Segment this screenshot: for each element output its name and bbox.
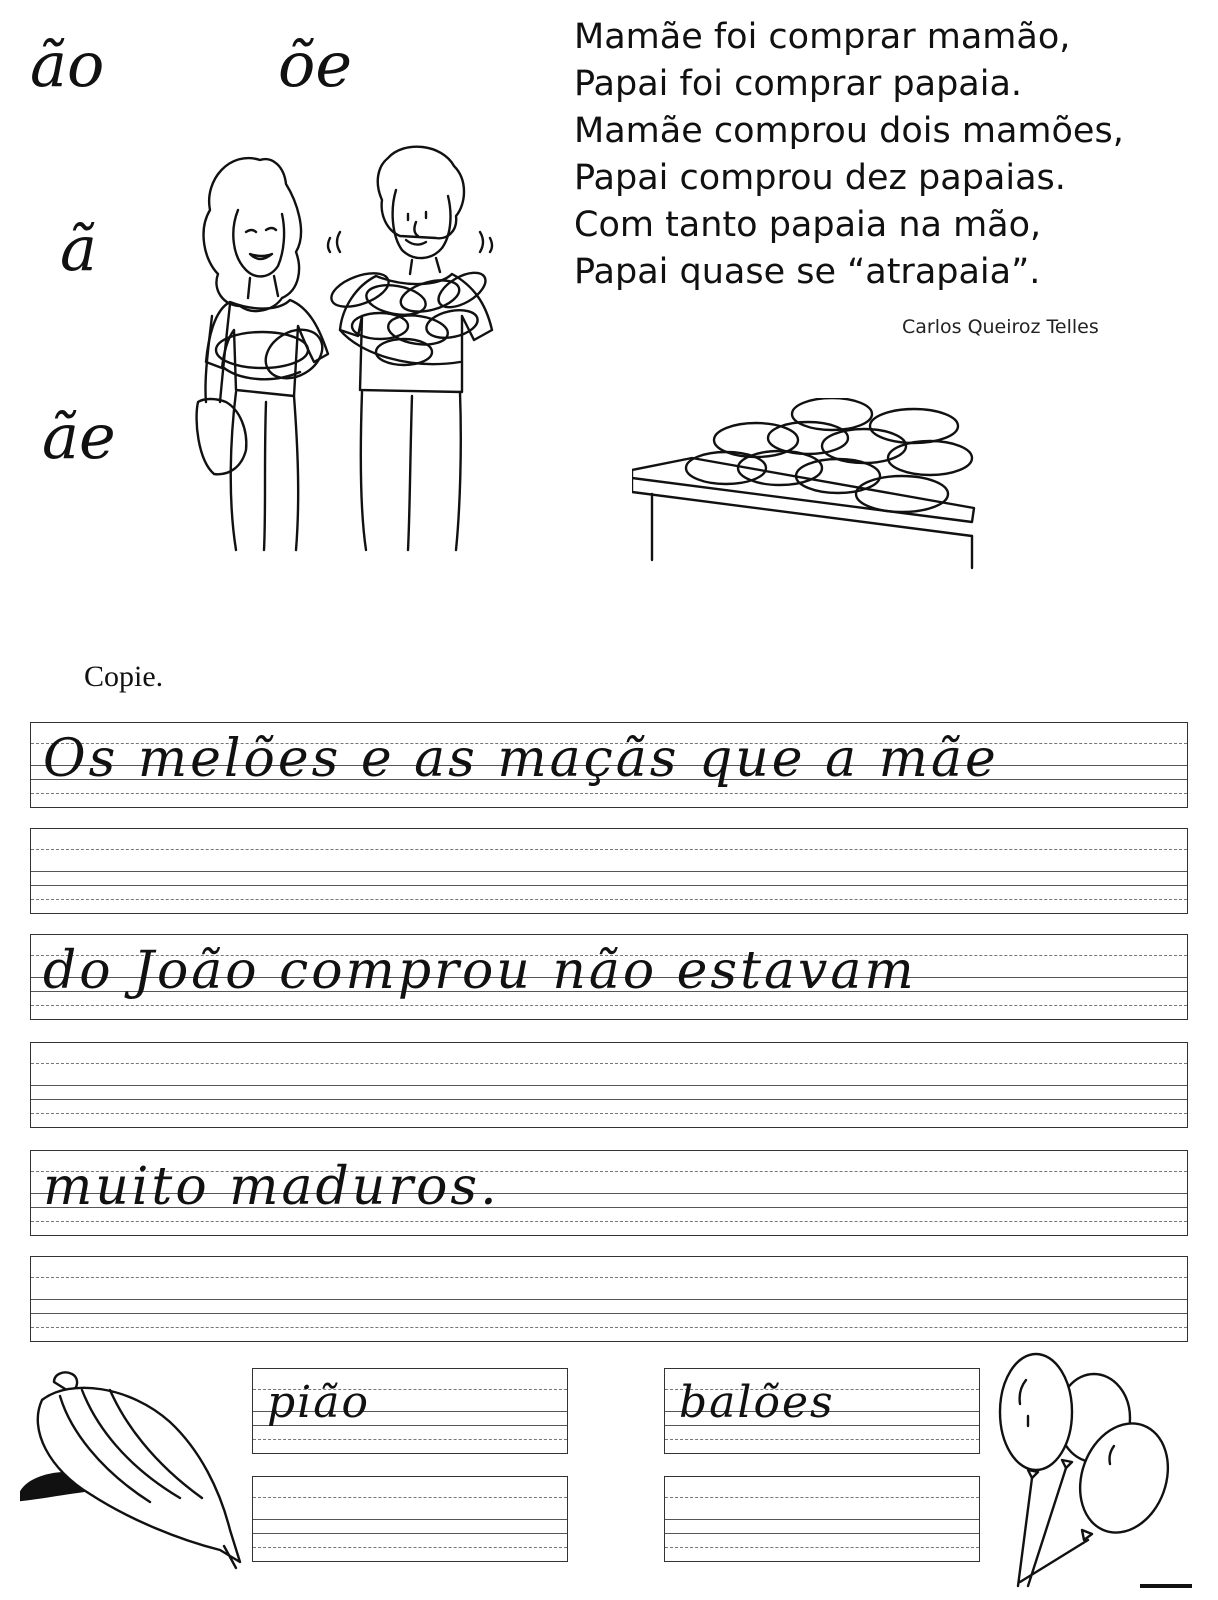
poem-line: Papai quase se “atrapaia”.: [574, 252, 1041, 292]
copy-line-2[interactable]: [30, 1042, 1188, 1128]
copy-line-1[interactable]: [30, 828, 1188, 914]
balloons-icon: [998, 1350, 1182, 1594]
page-number-mark: [1140, 1584, 1192, 1594]
word-model-baloes: [664, 1368, 980, 1454]
model-line-2: [30, 934, 1188, 1020]
model-text: Os melões e as maçãs que a mãe: [43, 729, 999, 789]
papaya-stand-icon: [632, 398, 992, 582]
syllable-ae: ãe: [42, 400, 116, 473]
instruction-copy: Copie.: [84, 660, 164, 693]
model-line-3: [30, 1150, 1188, 1236]
poem: [574, 14, 1124, 296]
poem-line: Com tanto papaia na mão,: [574, 205, 1042, 245]
model-line-1: [30, 722, 1188, 808]
poem-line: Mamãe comprou dois mamões,: [574, 111, 1124, 151]
spinning-top-icon: [20, 1370, 242, 1572]
syllable-ao: ão: [30, 28, 105, 101]
poem-line: Papai comprou dez papaias.: [574, 158, 1066, 198]
model-text: do João comprou não estavam: [43, 941, 917, 1001]
syllable-a: ã: [60, 212, 97, 285]
model-text: muito maduros.: [43, 1157, 500, 1217]
word-model-piao: [252, 1368, 568, 1454]
copy-line-3[interactable]: [30, 1256, 1188, 1342]
word-copy-baloes[interactable]: [664, 1476, 980, 1562]
word-text: pião: [267, 1377, 370, 1428]
word-copy-piao[interactable]: [252, 1476, 568, 1562]
couple-holding-papayas-icon: [190, 140, 510, 560]
poem-line: Papai foi comprar papaia.: [574, 64, 1023, 104]
poem-author: Carlos Queiroz Telles: [902, 316, 1099, 338]
word-text: balões: [679, 1377, 835, 1428]
poem-line: Mamãe foi comprar mamão,: [574, 17, 1071, 57]
syllable-oe: õe: [278, 28, 353, 101]
